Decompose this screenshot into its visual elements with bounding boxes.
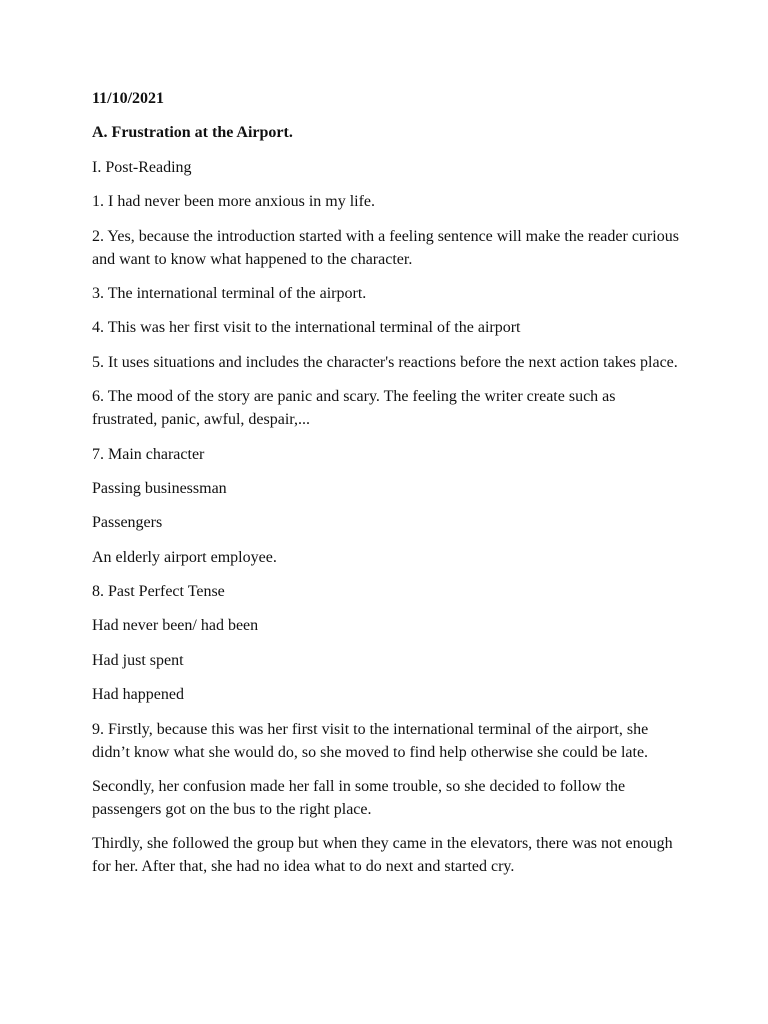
answer-8: 8. Past Perfect Tense — [92, 583, 225, 601]
section-heading: I. Post-Reading — [92, 158, 192, 176]
answer-2: 2. Yes, because the introduction started with a feeling sentence will make the reader curious and want to know what happened to the character. — [92, 227, 679, 268]
answer-9: 9. Firstly, because this was her first visit to the international terminal of the airport, she didn’t know what she would do, so she moved to find help otherwise she could be late. — [92, 720, 649, 761]
document-body — [92, 87, 682, 890]
document-title: A. Frustration at the Airport. — [92, 124, 293, 142]
answer-7: 7. Main character — [92, 445, 205, 463]
answer-9-continued: Secondly, her confusion made her fall in some trouble, so she decided to follow the passengers got on the bus to the right place. — [92, 778, 626, 819]
answer-7-item: Passing businessman — [92, 479, 227, 497]
answer-7-item: An elderly airport employee. — [92, 548, 277, 566]
answer-6: 6. The mood of the story are panic and scary. The feeling the writer create such as frustrated, panic, awful, despair,... — [92, 388, 616, 429]
answer-8-item: Had just spent — [92, 651, 184, 669]
answer-9-continued: Thirdly, she followed the group but when they came in the elevators, there was not enough for her. After that, she had no idea what to do next and started cry. — [92, 835, 673, 876]
answer-5: 5. It uses situations and includes the character's reactions before the next action takes place. — [92, 353, 678, 371]
answer-8-item: Had never been/ had been — [92, 617, 259, 635]
document-date: 11/10/2021 — [92, 90, 165, 107]
answer-7-item: Passengers — [92, 514, 163, 532]
answer-1: 1. I had never been more anxious in my life. — [92, 193, 376, 211]
answer-4: 4. This was her first visit to the international terminal of the airport — [92, 319, 521, 337]
answer-3: 3. The international terminal of the airport. — [92, 284, 367, 302]
answer-8-item: Had happened — [92, 686, 184, 704]
